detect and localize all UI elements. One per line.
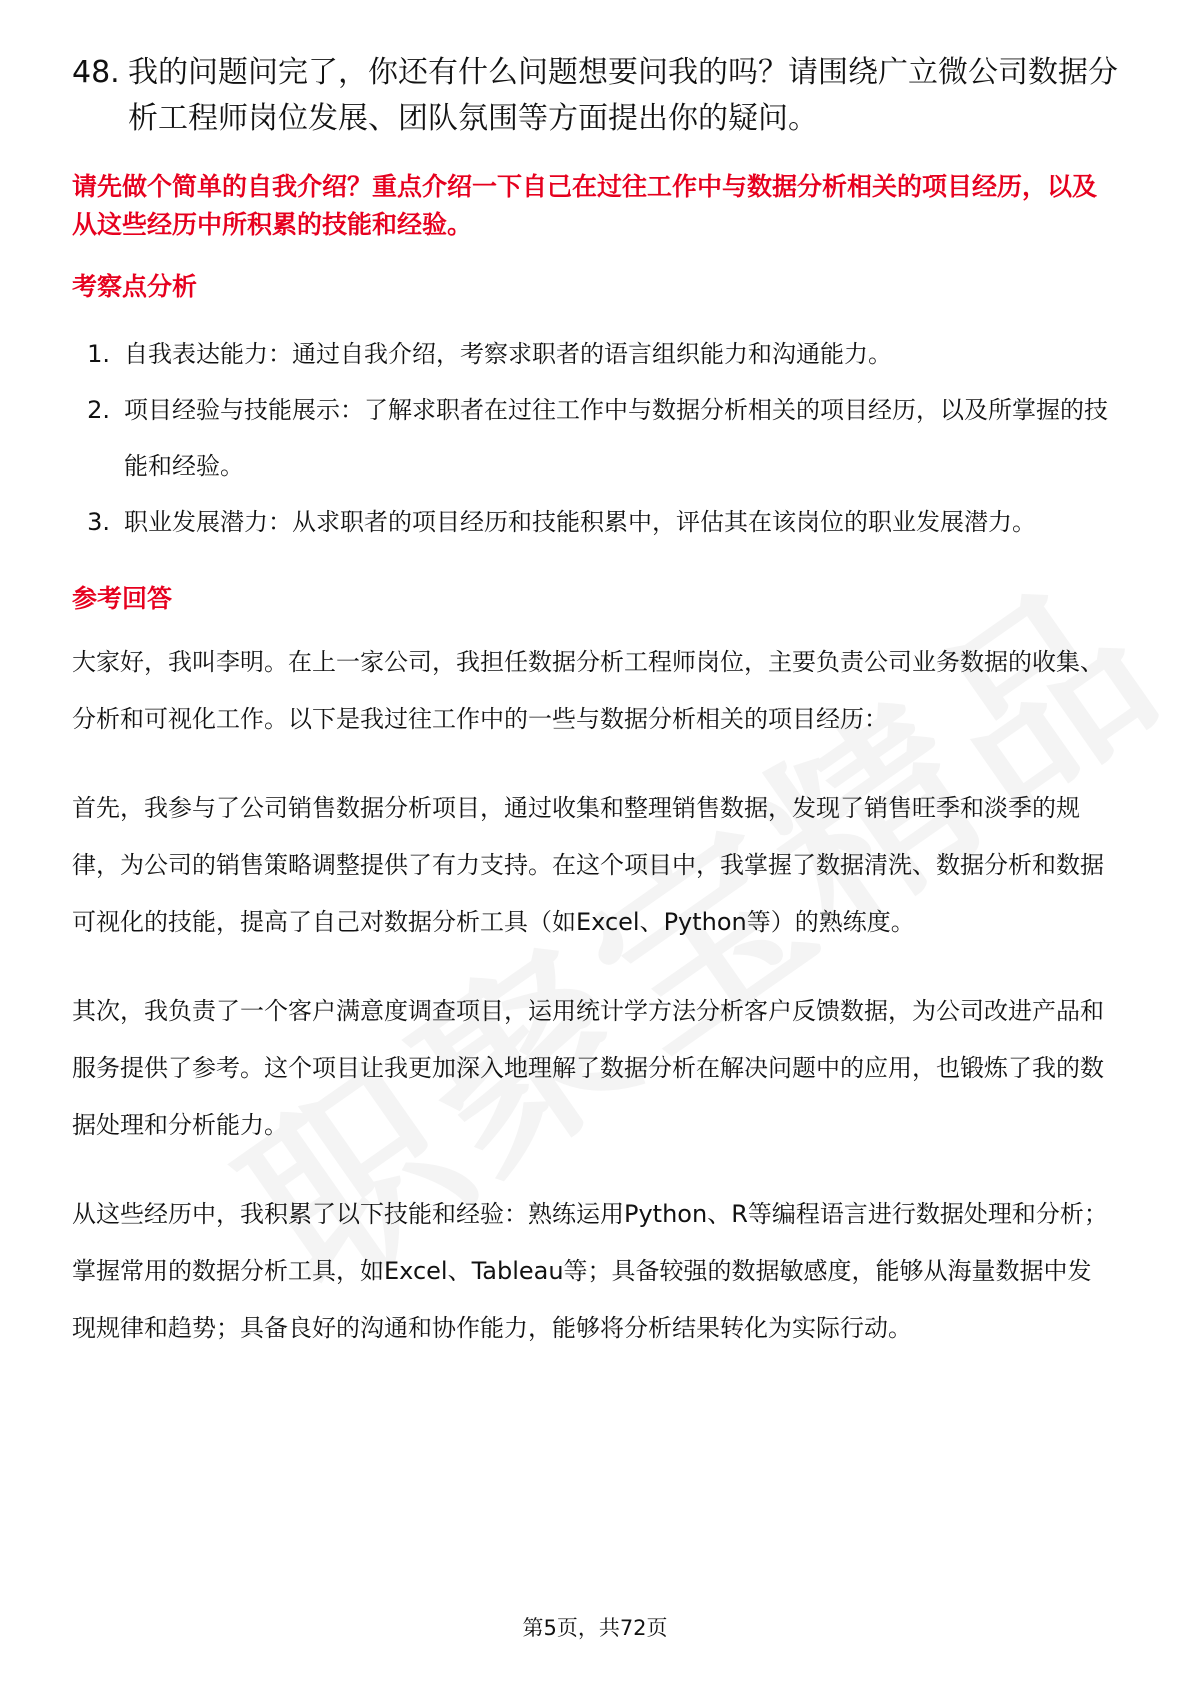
question-title — [72, 50, 1120, 142]
list-item-number: 1. — [87, 340, 110, 368]
list-item-number: 3. — [87, 508, 110, 536]
analysis-heading: 考察点分析 — [72, 272, 198, 301]
document-page — [72, 50, 1120, 1357]
answer-paragraph: 大家好，我叫李明。在上一家公司，我担任数据分析工程师岗位，主要负责公司业务数据的收集、分析和可视化工作。以下是我过往工作中的一些与数据分析相关的项目经历： — [72, 648, 1104, 733]
answer-paragraph: 从这些经历中，我积累了以下技能和经验：熟练运用Python、R等编程语言进行数据处理和分析；掌握常用的数据分析工具，如Excel、Tableau等；具备较强的数据敏感度，能够从海量数据中发现规律和趋势；具备良好的沟通和协作能力，能够将分析结果转化为实际行动。 — [72, 1200, 1108, 1342]
answer-heading: 参考回答 — [72, 584, 173, 613]
answer-paragraph: 其次，我负责了一个客户满意度调查项目，运用统计学方法分析客户反馈数据，为公司改进产品和服务提供了参考。这个项目让我更加深入地理解了数据分析在解决问题中的应用，也锻炼了我的数据处理和分析能力。 — [72, 997, 1104, 1139]
question-number: 48. — [72, 55, 120, 90]
list-item-text: 项目经验与技能展示：了解求职者在过往工作中与数据分析相关的项目经历，以及所掌握的技能和经验。 — [124, 396, 1108, 480]
interview-prompt: 请先做个简单的自我介绍？重点介绍一下自己在过往工作中与数据分析相关的项目经历，以及从这些经历中所积累的技能和经验。 — [72, 172, 1098, 239]
list-item-text: 自我表达能力：通过自我介绍，考察求职者的语言组织能力和沟通能力。 — [124, 340, 892, 368]
list-item — [72, 326, 1120, 382]
page-number-footer: 第5页，共72页 — [522, 1616, 668, 1640]
list-item-number: 2. — [87, 396, 110, 424]
list-item — [72, 382, 1120, 494]
list-item — [72, 494, 1120, 550]
analysis-points-list — [72, 326, 1120, 550]
question-text: 我的问题问完了，你还有什么问题想要问我的吗？请围绕广立微公司数据分析工程师岗位发展、团队氛围等方面提出你的疑问。 — [128, 55, 1118, 136]
answer-paragraph: 首先，我参与了公司销售数据分析项目，通过收集和整理销售数据，发现了销售旺季和淡季的规律，为公司的销售策略调整提供了有力支持。在这个项目中，我掌握了数据清洗、数据分析和数据可视化的技能，提高了自己对数据分析工具（如Excel、Python等）的熟练度。 — [72, 794, 1104, 936]
list-item-text: 职业发展潜力：从求职者的项目经历和技能积累中，评估其在该岗位的职业发展潜力。 — [124, 508, 1036, 536]
